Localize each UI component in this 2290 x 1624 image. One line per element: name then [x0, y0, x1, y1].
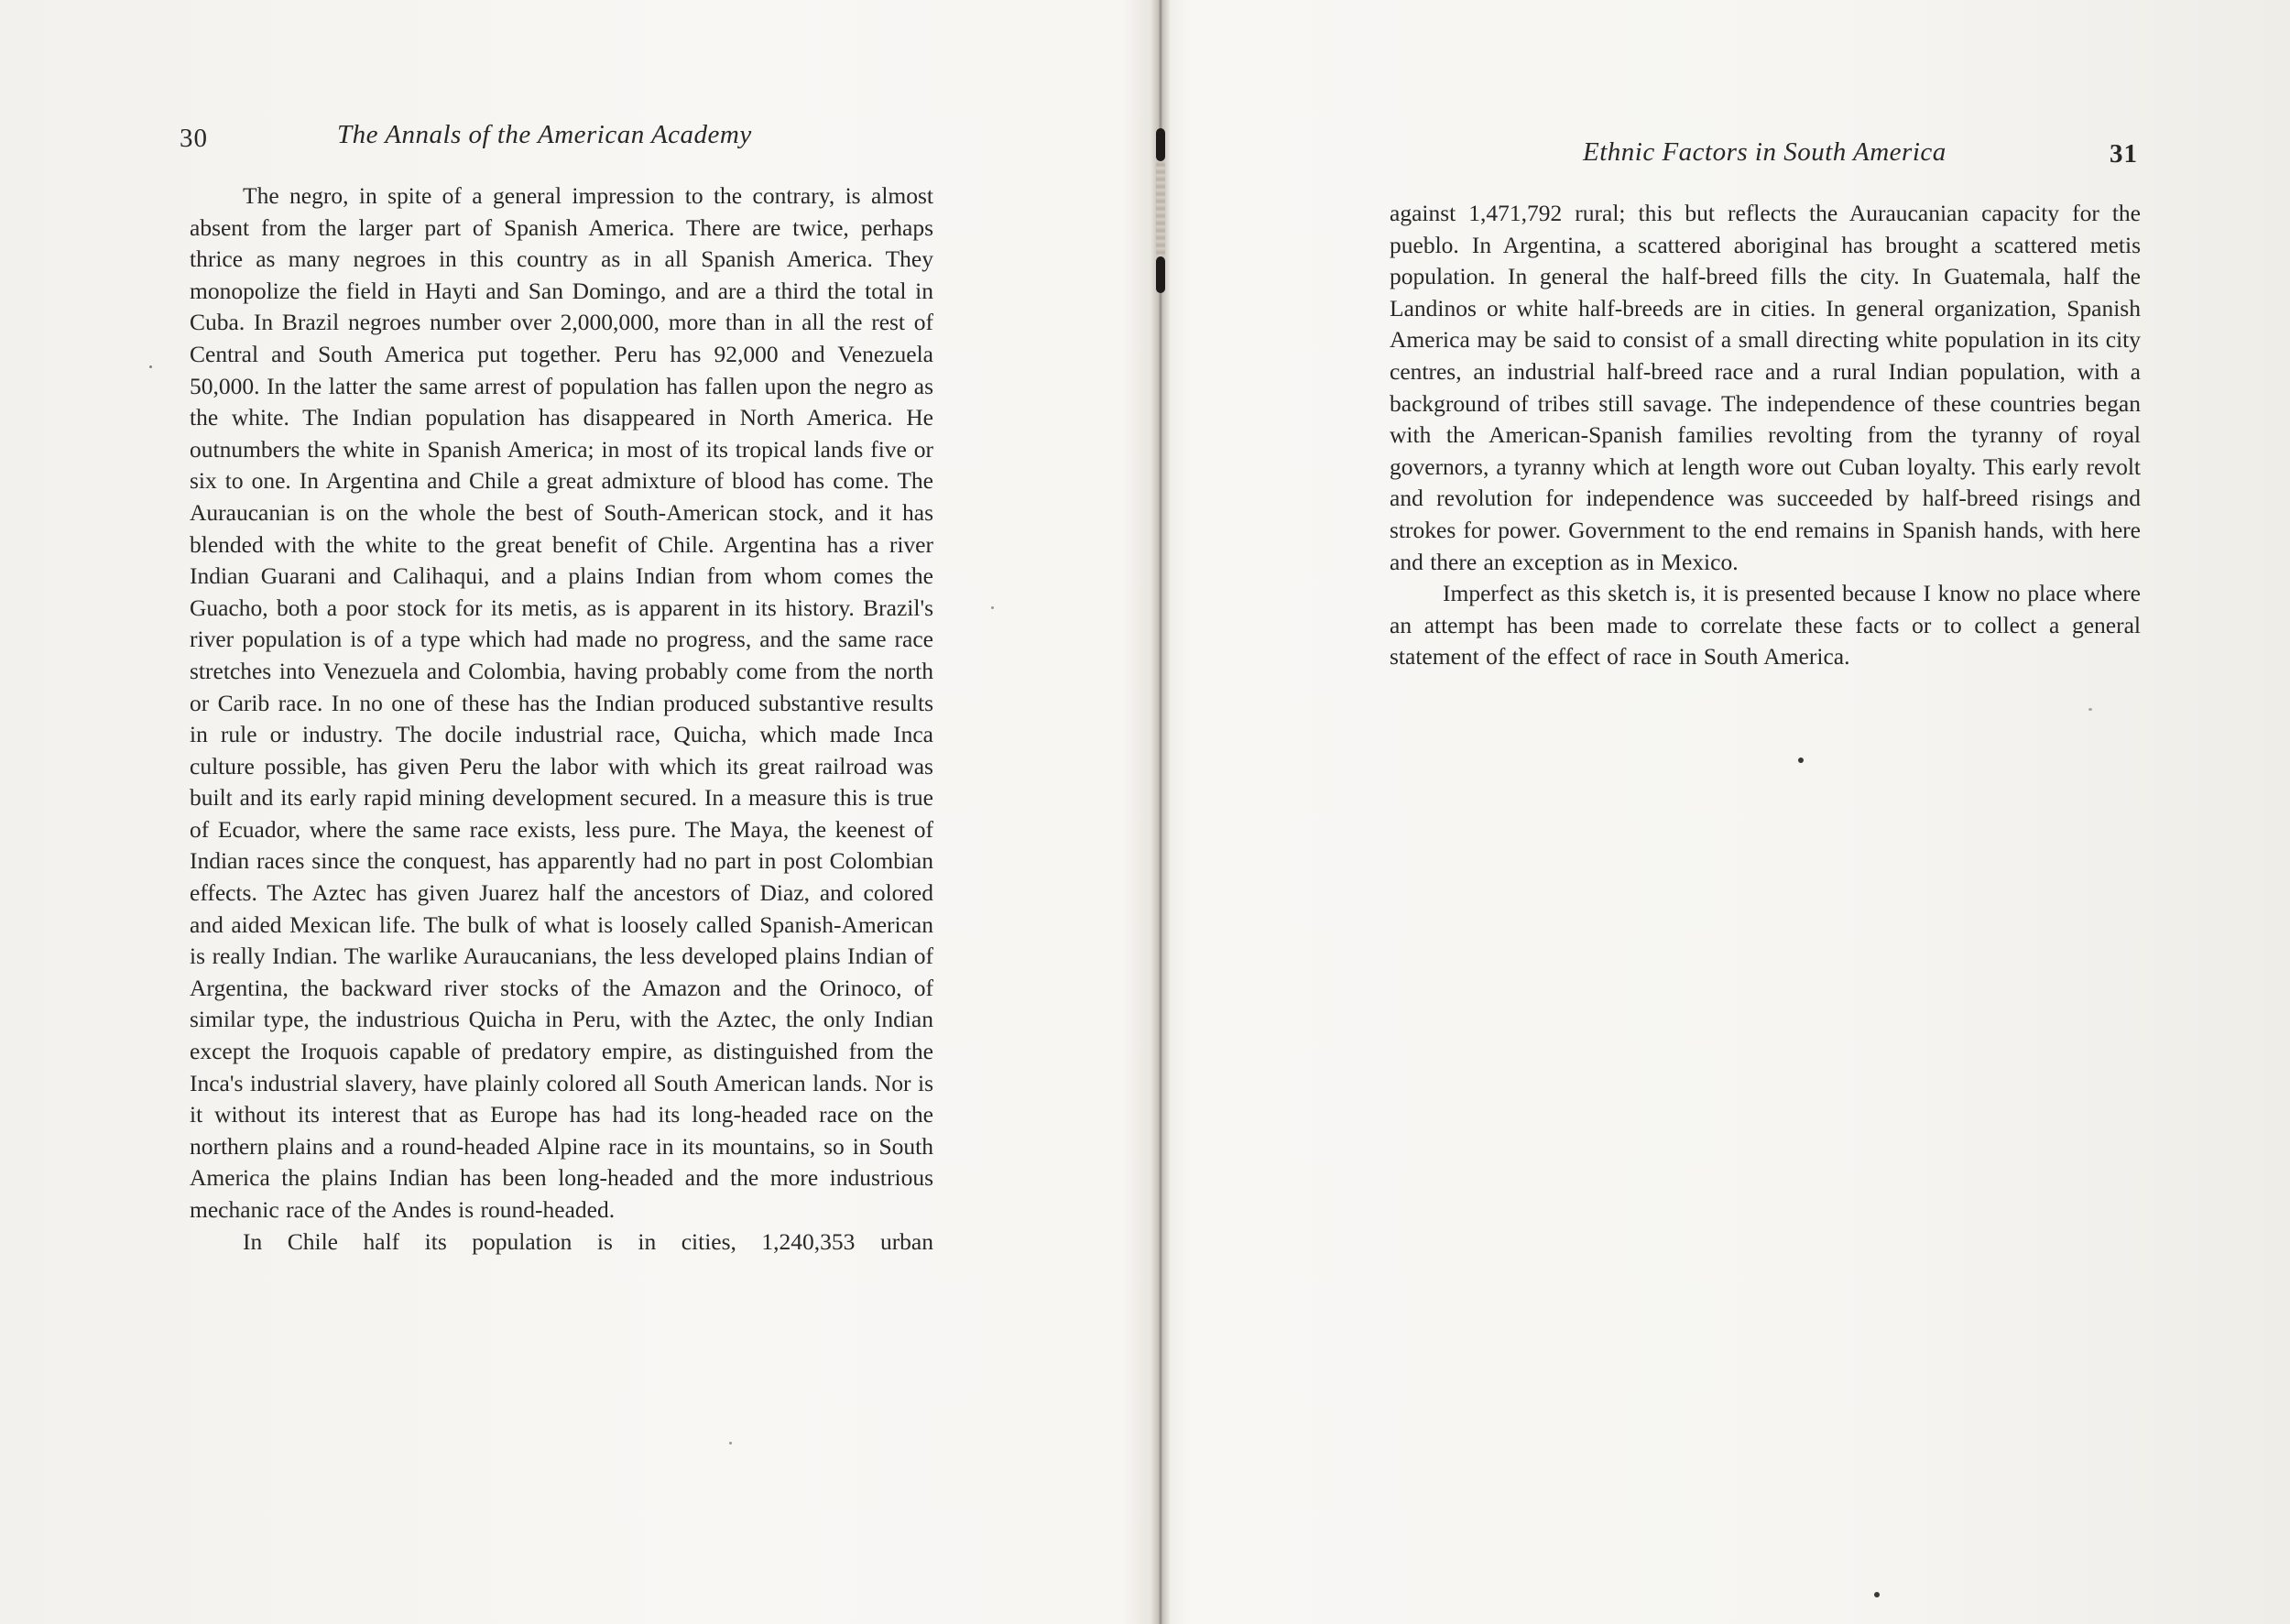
body-text — [190, 180, 933, 1258]
running-title: The Annals of the American Academy — [337, 120, 752, 149]
paper-speck — [991, 606, 994, 609]
right-page — [1171, 0, 2290, 1624]
paper-speck — [149, 365, 152, 368]
binding-thread — [1156, 161, 1165, 256]
paragraph: against 1,471,792 rural; this but reflects the Auraucanian capacity for the pueblo. In Argentina, a scattered aboriginal has brought a scattered metis population. In general the half-breed fills the city. In Guatemala, half the Landinos or white half-breeds are in cities. In general organization, Spanish America may be said to consist of a small directing white population in its city centres, an industrial half-breed race and a rural Indian population, with a background of tribes still savage. The independence of these countries began with the American-Spanish families revolting from the tyranny of royal governors, a tyranny which at length wore out Cuban loyalty. This early revolt and revolution for independence was succeeded by half-breed risings and strokes for power. Government to the end remains in Spanish hands, with here and there an exception as in Mexico. — [1390, 200, 2141, 575]
binding-stitch — [1156, 128, 1165, 161]
binding-stitch — [1156, 256, 1165, 293]
paragraph: In Chile half its population is in cities, 1,240,353 urban — [243, 1227, 933, 1255]
paragraph: Imperfect as this sketch is, it is presented because I know no place where an attempt has been made to correlate these facts or to collect a general statement of the effect of race in South America. — [1390, 580, 2141, 670]
running-title: Ethnic Factors in South America — [1583, 137, 1946, 167]
paper-speck — [1798, 758, 1804, 763]
paragraph: The negro, in spite of a general impression to the contrary, is almost absent from the larger part of Spanish America. There are twice, perhaps thrice as many negroes in this country as in all Spanish America. They monopolize the field in Hayti and San Domingo, and are a third the total in Cuba. In Brazil negroes number over 2,000,000, more than in all the rest of Central and South America put together. Peru has 92,000 and Venezuela 50,000. In the latter the same arrest of population has fallen upon the negro as the white. The Indian population has disappeared in North America. He outnumbers the white in Spanish America; in most of its tropical lands five or six to one. In Argentina and Chile a great admixture of blood has come. The Auraucanian is on the whole the best of South-American stock, and it has blended with the white to the great benefit of Chile. Argentina has a river Indian Guarani and Calihaqui, and a plains Indian from whom comes the Guacho, both a poor stock for its metis, as is apparent in its history. Brazil's river population is of a type which had made no progress, and the same race stretches into Venezuela and Colombia, having probably come from the north or Carib race. In no one of these has the Indian produced substantive results in rule or industry. The docile industrial race, Quicha, which made Inca culture possible, has given Peru the labor with which its great railroad was built and its early rapid mining development secured. In a measure this is true of Ecuador, where the same race exists, less pure. The Maya, the keenest of Indian races since the conquest, has apparently had no part in post Colombian effects. The Aztec has given Juarez half the ancestors of Diaz, and colored and aided Mexican life. The bulk of what is loosely called Spanish-American is really Indian. The warlike Auraucanians, the less developed plains Indian of Argentina, the backward river stocks of the Amazon and the Orinoco, of similar type, the industrious Quicha in Peru, with the Aztec, the only Indian except the Iroquois capable of predatory empire, as distinguished from the Inca's industrial slavery, have plainly colored all South American lands. Nor is it without its interest that as Europe has had its long-headed race on the northern plains and a round-headed Alpine race in its mountains, so in South America the plains Indian has been long-headed and the more industrious mechanic race of the Andes is round-headed. — [190, 182, 933, 1223]
paper-speck — [1874, 1592, 1880, 1597]
paper-speck — [729, 1442, 732, 1444]
paper-speck — [2088, 708, 2092, 711]
page-number: 31 — [2110, 139, 2138, 169]
page-number: 30 — [180, 124, 208, 153]
body-text — [1390, 198, 2141, 673]
